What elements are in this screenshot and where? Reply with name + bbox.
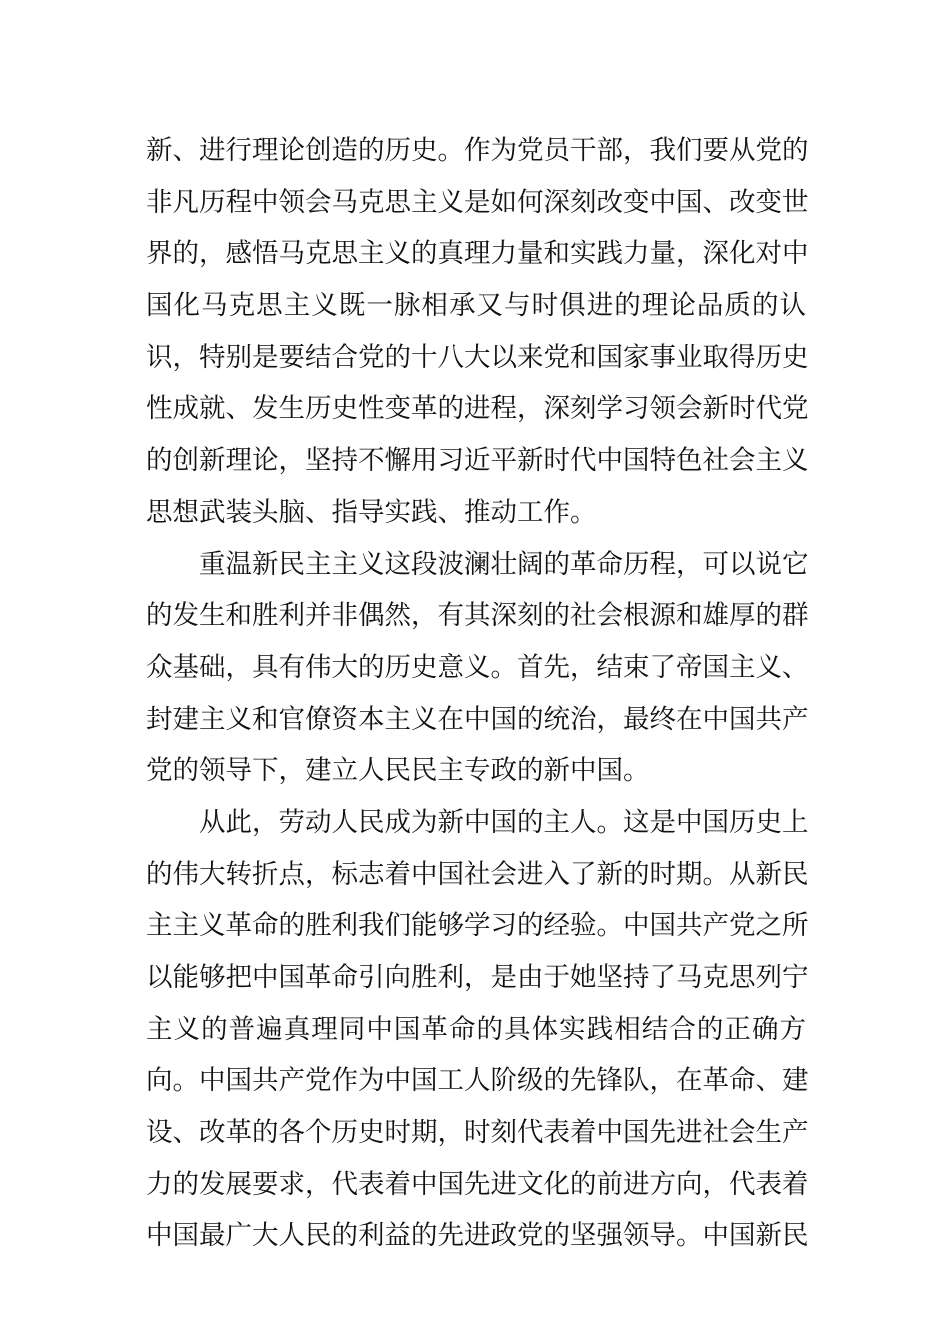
text-line: 中国最广大人民的利益的先进政党的坚强领导。中国新民 bbox=[146, 1220, 809, 1252]
text-line: 向。中国共产党作为中国工人阶级的先锋队，在革命、建 bbox=[146, 1065, 809, 1097]
text-line: 力的发展要求，代表着中国先进文化的前进方向，代表着 bbox=[146, 1168, 809, 1200]
text-line: 主义的普遍真理同中国革命的具体实践相结合的正确方 bbox=[146, 1013, 806, 1045]
text-line: 的发生和胜利并非偶然，有其深刻的社会根源和雄厚的群 bbox=[146, 600, 809, 632]
text-line: 思想武装头脑、指导实践、推动工作。 bbox=[146, 496, 597, 528]
text-line: 众基础，具有伟大的历史意义。首先，结束了帝国主义、 bbox=[146, 651, 809, 683]
paragraph-2 bbox=[146, 539, 809, 797]
text-line: 设、改革的各个历史时期，时刻代表着中国先进社会生产 bbox=[146, 1117, 809, 1149]
text-line: 界的，感悟马克思主义的真理力量和实践力量，深化对中 bbox=[146, 238, 809, 270]
text-line: 非凡历程中领会马克思主义是如何深刻改变中国、改变世 bbox=[146, 186, 809, 218]
paragraph-3 bbox=[146, 797, 809, 1262]
document-page bbox=[146, 125, 809, 1262]
paragraph-1 bbox=[146, 125, 809, 539]
text-line: 国化马克思主义既一脉相承又与时俱进的理论品质的认 bbox=[146, 290, 806, 322]
text-line: 封建主义和官僚资本主义在中国的统治，最终在中国共产 bbox=[146, 703, 809, 735]
text-line: 主主义革命的胜利我们能够学习的经验。中国共产党之所 bbox=[146, 910, 809, 942]
text-line: 以能够把中国革命引向胜利，是由于她坚持了马克思列宁 bbox=[146, 962, 809, 993]
text-line: 重温新民主主义这段波澜壮阔的革命历程，可以说它 bbox=[199, 548, 809, 580]
text-line: 党的领导下，建立人民民主专政的新中国。 bbox=[146, 755, 650, 787]
text-line: 识，特别是要结合党的十八大以来党和国家事业取得历史 bbox=[146, 341, 809, 373]
text-line: 的创新理论，坚持不懈用习近平新时代中国特色社会主义 bbox=[146, 445, 809, 477]
text-line: 的伟大转折点，标志着中国社会进入了新的时期。从新民 bbox=[146, 858, 809, 890]
text-line: 从此，劳动人民成为新中国的主人。这是中国历史上 bbox=[199, 806, 809, 838]
text-line: 性成就、发生历史性变革的进程，深刻学习领会新时代党 bbox=[146, 393, 809, 425]
text-line: 新、进行理论创造的历史。作为党员干部，我们要从党的 bbox=[146, 135, 809, 166]
